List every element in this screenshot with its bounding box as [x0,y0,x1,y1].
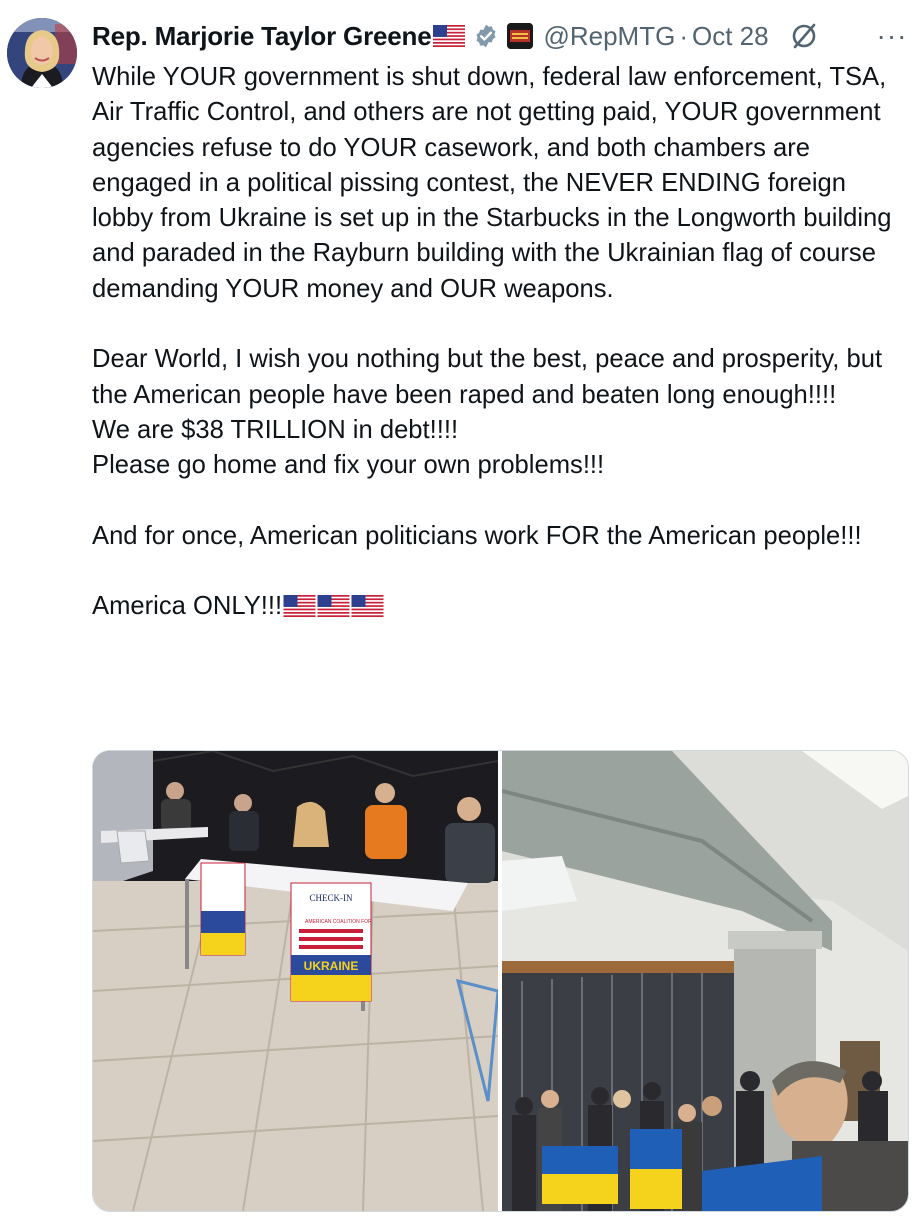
tweet-paragraph: Dear World, I wish you nothing but the best, peace and prosperity, but the American people have been raped and beaten long enough!!!! We are $38 TRILLION in debt!!!! Please go home and fix your own problems!!! [92,345,883,480]
banner-ukraine-text: UKRAINE [303,959,359,973]
us-flag-emoji-icon [283,592,316,614]
tweet-media [92,750,909,1212]
checkin-banner [291,883,372,1001]
photo-checkin-table[interactable] [93,751,498,1211]
tweet-paragraph: While YOUR government is shut down, federal law enforcement, TSA, Air Traffic Control, and others are not getting paid, YOUR government agencies refuse to do YOUR casework, and both chambers are engaged in a political pissing contest, the NEVER ENDING foreign lobby from Ukraine is set up in the Starbucks in the Longworth building and paraded in the Rayburn building with the Ukrainian flag of course demanding YOUR money and OUR weapons. [92,63,899,303]
tweet-closing: America ONLY!!! [92,592,283,621]
photo-rayburn-flags[interactable] [502,751,908,1211]
grok-icon[interactable] [769,21,819,51]
us-flag-emoji-icon [317,592,350,614]
banner-coalition-text: AMERICAN COALITION FOR [305,919,372,925]
more-options-icon[interactable]: ··· [876,20,908,51]
tweet-paragraph: And for once, American politicians work FOR the American people!!! [92,521,862,550]
us-flag-emoji-icon [351,592,384,614]
avatar[interactable] [7,18,77,88]
verified-badge-icon[interactable] [473,23,499,49]
author-handle[interactable]: @RepMTG [543,20,676,51]
banner-checkin-text: CHECK-IN [309,893,353,903]
tweet-header [92,16,912,56]
affiliate-badge-icon[interactable] [507,23,533,49]
us-flag-emoji-icon [433,25,465,47]
separator-dot: · [679,20,688,51]
author-name[interactable]: Rep. Marjorie Taylor Greene [92,20,432,51]
tweet-body [92,60,907,625]
tweet-date[interactable]: Oct 28 [692,20,769,51]
